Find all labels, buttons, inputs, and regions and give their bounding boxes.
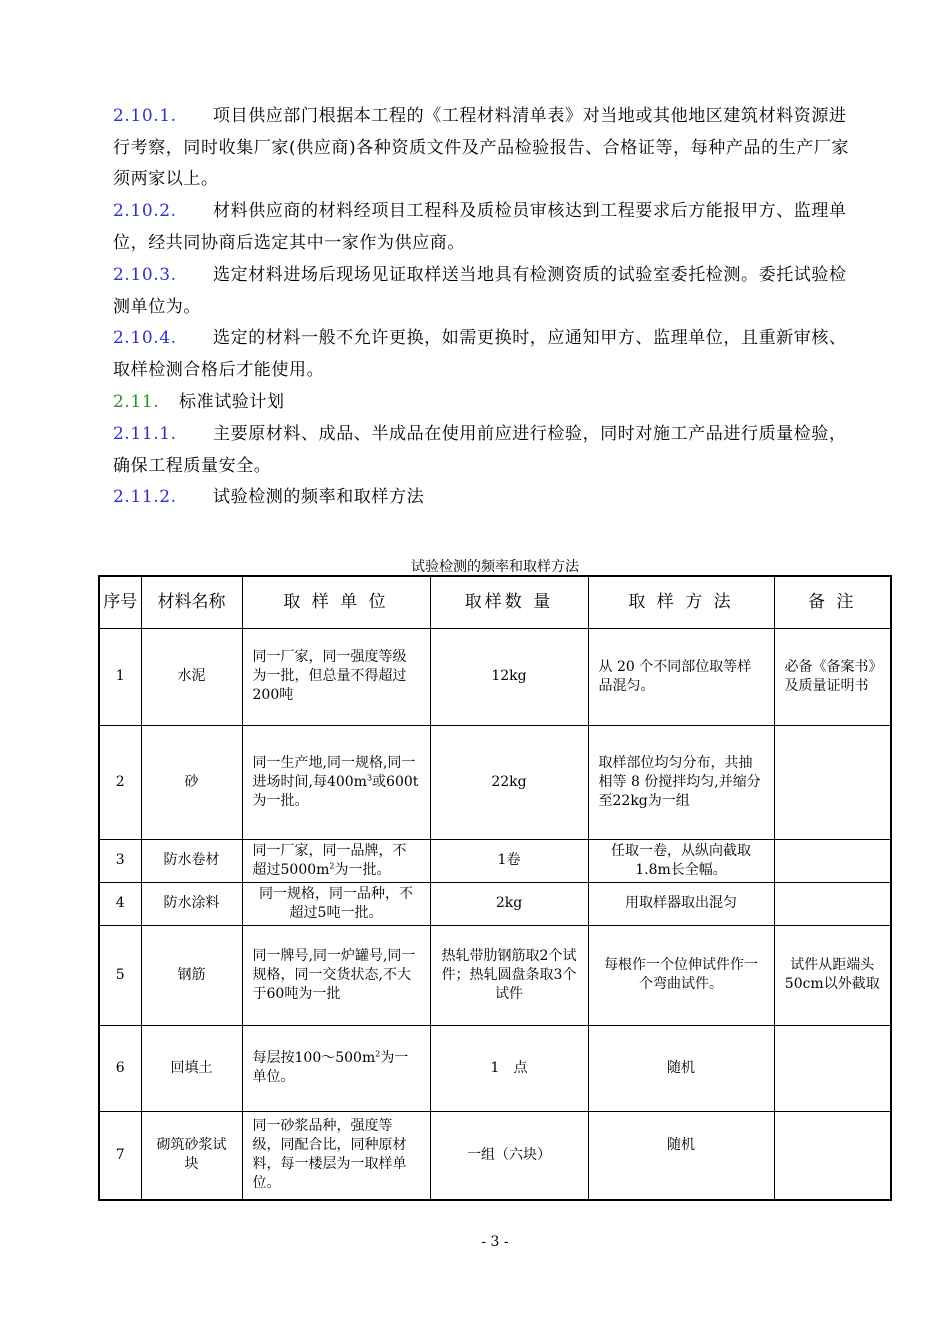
cell-qty: 1 点 — [430, 1025, 588, 1111]
paragraph-text: 项目供应部门根据本工程的《工程材料清单表》对当地或其他地区建筑材料资源进行考察，同时收集厂家(供应商)各种资质文件及产品检验报告、合格证等，每种产品的生产厂家须两家以上。 — [113, 106, 850, 189]
section-number: 2.11.1. — [113, 424, 177, 444]
para-2-11 — [113, 387, 863, 419]
cell-note — [774, 882, 891, 925]
cell-method: 取样部位均匀分布，共抽相等 8 份搅拌均匀,并缩分至22kg为一组 — [588, 725, 774, 839]
cell-unit: 同一牌号,同一炉罐号,同一规格，同一交货状态,不大于60吨为一批 — [242, 925, 430, 1025]
paragraph-text: 试验检测的频率和取样方法 — [213, 487, 425, 507]
cell-note — [774, 839, 891, 882]
cell-material: 防水涂料 — [141, 882, 242, 925]
cell-no: 6 — [99, 1025, 141, 1111]
header-qty: 取样数 量 — [430, 576, 588, 628]
header-no: 序号 — [99, 576, 141, 628]
section-number: 2.10.4. — [113, 328, 177, 348]
para-2-10-4 — [113, 323, 863, 386]
paragraph-text: 标准试验计划 — [179, 392, 285, 412]
para-2-10-3 — [113, 260, 863, 323]
table-row — [99, 1025, 891, 1111]
sampling-table — [98, 575, 892, 1201]
table-row — [99, 882, 891, 925]
cell-method: 随机 — [588, 1025, 774, 1111]
cell-qty: 12kg — [430, 628, 588, 725]
para-2-10-1 — [113, 101, 863, 196]
cell-qty: 2kg — [430, 882, 588, 925]
cell-method: 用取样器取出混匀 — [588, 882, 774, 925]
table-row — [99, 839, 891, 882]
section-number: 2.10.1. — [113, 106, 177, 126]
cell-material: 钢筋 — [141, 925, 242, 1025]
cell-method: 任取一卷，从纵向截取1.8m长全幅。 — [588, 839, 774, 882]
cell-unit: 同一砂浆品种，强度等级，同配合比，同种原材料，每一楼层为一取样单位。 — [242, 1111, 430, 1200]
table-row — [99, 925, 891, 1025]
cell-note — [774, 725, 891, 839]
header-note: 备 注 — [774, 576, 891, 628]
cell-no: 1 — [99, 628, 141, 725]
cell-unit: 每层按$100\sim 500m^2$为一单位。 — [242, 1025, 430, 1111]
cell-no: 7 — [99, 1111, 141, 1200]
table-row — [99, 725, 891, 839]
table-row — [99, 1111, 891, 1200]
header-method: 取 样 方 法 — [588, 576, 774, 628]
cell-material: 水泥 — [141, 628, 242, 725]
para-2-10-2 — [113, 196, 863, 259]
paragraph-text: 主要原材料、成品、半成品在使用前应进行检验，同时对施工产品进行质量检验，确保工程质量安全。 — [113, 424, 847, 476]
cell-unit: 同一生产地,同一规格,同一进场时间,每$400m^3$或600t为一批。 — [242, 725, 430, 839]
cell-unit: 同一规格，同一品种，不超过5吨一批。 — [242, 882, 430, 925]
para-2-11-1 — [113, 419, 863, 482]
cell-no: 3 — [99, 839, 141, 882]
table-row — [99, 628, 891, 725]
cell-method: 随机 — [588, 1111, 774, 1200]
cell-material: 砌筑砂浆试块 — [141, 1111, 242, 1200]
table-header-row — [99, 576, 891, 628]
cell-qty: 22kg — [430, 725, 588, 839]
section-number: 2.10.3. — [113, 265, 177, 285]
cell-no: 5 — [99, 925, 141, 1025]
cell-unit: 同一厂家，同一强度等级为一批，但总量不得超过200吨 — [242, 628, 430, 725]
cell-material: 砂 — [141, 725, 242, 839]
cell-no: 4 — [99, 882, 141, 925]
cell-qty: 热轧带肋钢筋取2个试件；热轧圆盘条取3个试件 — [430, 925, 588, 1025]
table-caption: 试验检测的频率和取样方法 — [411, 559, 579, 575]
cell-material: 回填土 — [141, 1025, 242, 1111]
cell-qty: 1卷 — [430, 839, 588, 882]
cell-note — [774, 1111, 891, 1200]
cell-qty: 一组（六块） — [430, 1111, 588, 1200]
header-unit: 取 样 单 位 — [242, 576, 430, 628]
section-number: 2.10.2. — [113, 201, 177, 221]
cell-method: 从 20 个不同部位取等样品混匀。 — [588, 628, 774, 725]
paragraph-text: 选定的材料一般不允许更换，如需更换时，应通知甲方、监理单位，且重新审核、取样检测合格后才能使用。 — [113, 328, 847, 380]
section-number: 2.11. — [113, 392, 160, 412]
cell-method: 每根作一个位伸试件作一个弯曲试件。 — [588, 925, 774, 1025]
cell-material: 防水卷材 — [141, 839, 242, 882]
paragraph-text: 选定材料进场后现场见证取样送当地具有检测资质的试验室委托检测。委托试验检测单位为。 — [113, 265, 847, 317]
cell-note: 必备《备案书》及质量证明书 — [774, 628, 891, 725]
paragraph-text: 材料供应商的材料经项目工程科及质检员审核达到工程要求后方能报甲方、监理单位，经共同协商后选定其中一家作为供应商。 — [113, 201, 847, 253]
section-number: 2.11.2. — [113, 487, 177, 507]
page-number: - 3 - — [481, 1234, 509, 1250]
cell-no: 2 — [99, 725, 141, 839]
header-material: 材料名称 — [141, 576, 242, 628]
cell-note: 试件从距端头50cm以外截取 — [774, 925, 891, 1025]
cell-note — [774, 1025, 891, 1111]
para-2-11-2 — [113, 482, 863, 514]
cell-unit: 同一厂家，同一品牌，不超过$5000m^2$为一批。 — [242, 839, 430, 882]
